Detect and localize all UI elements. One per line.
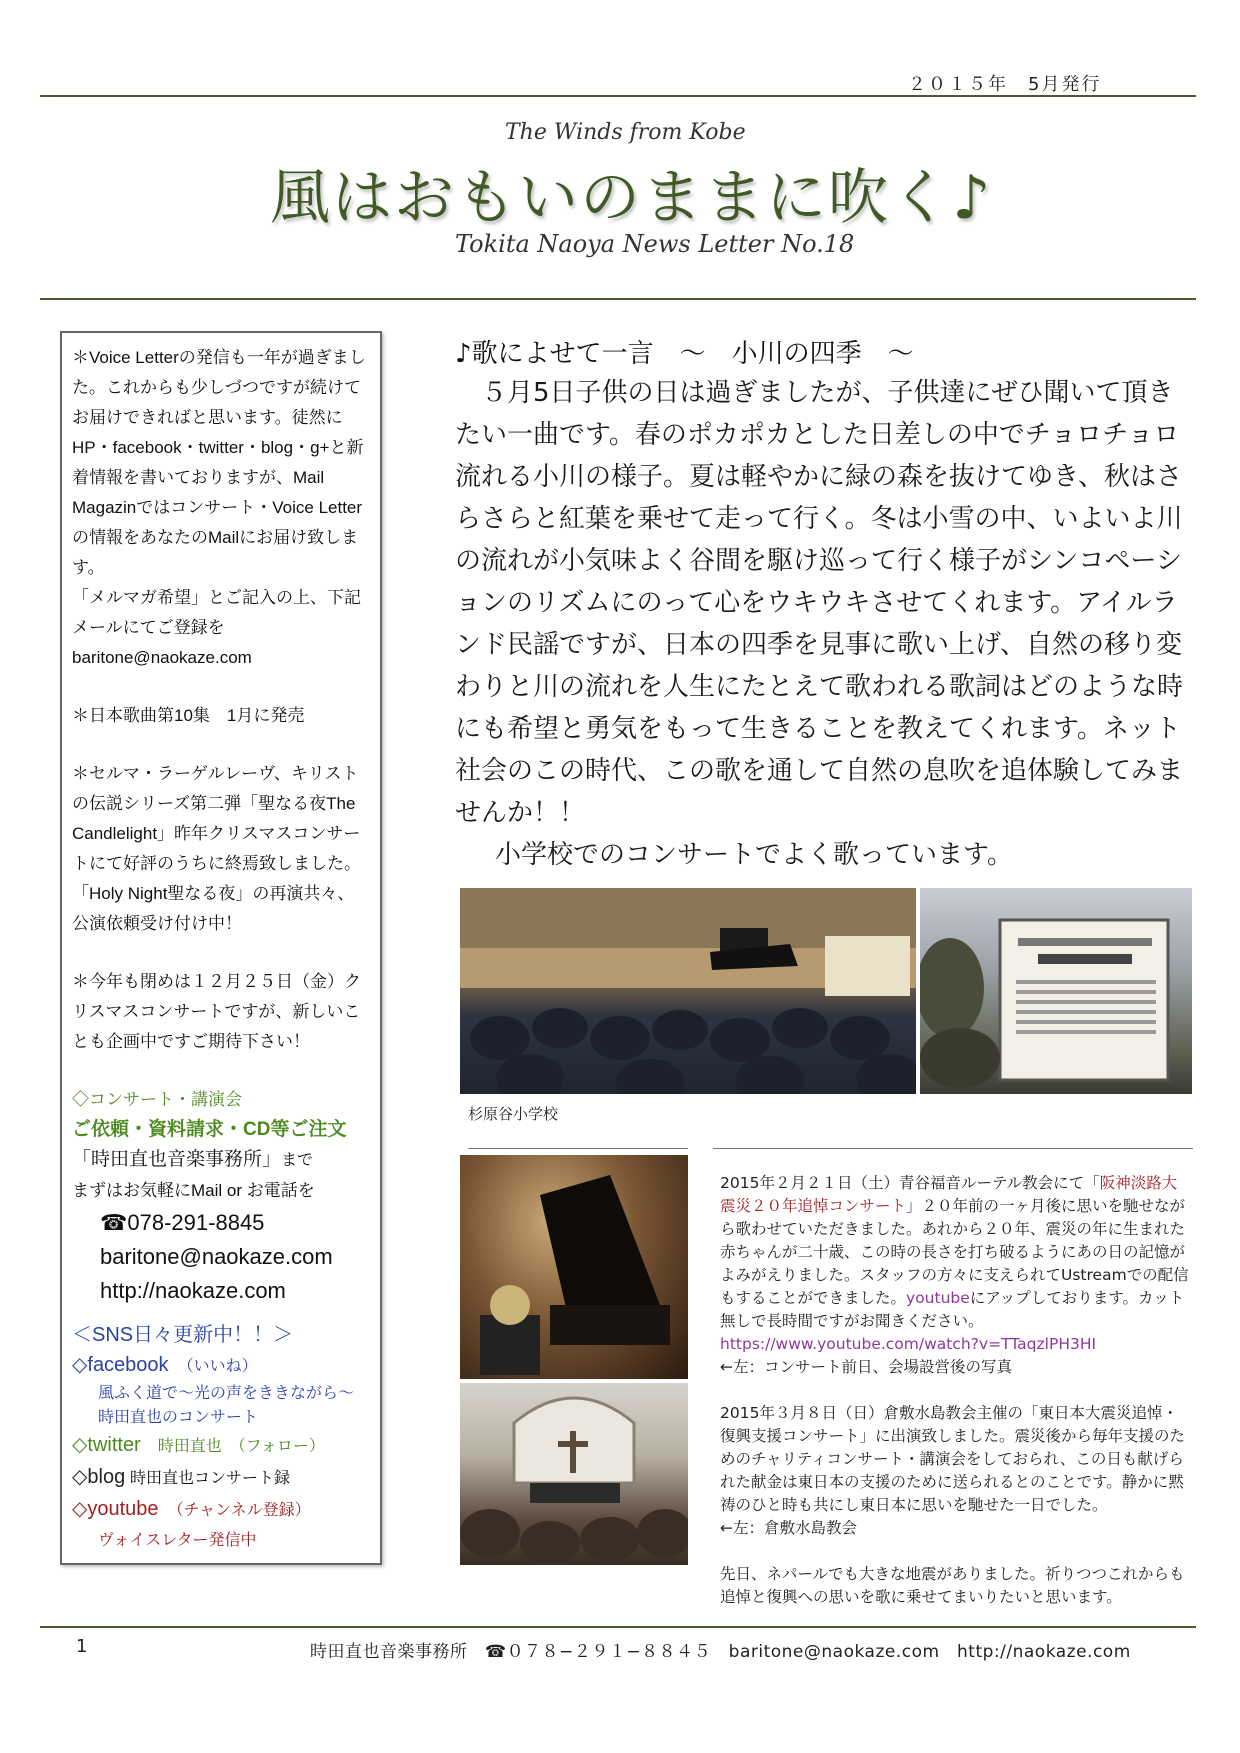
youtube-sub: ヴォイスレター発信中 xyxy=(98,1532,257,1549)
school-sign-photo xyxy=(920,888,1192,1094)
issue-date: ２０１５年 5月発行 xyxy=(908,74,1102,95)
mailmag-instruction: 「メルマガ希望」とご記入の上、下記メールにてご登録を xyxy=(72,588,361,637)
photo-caption-school: 杉原谷小学校 xyxy=(468,1105,559,1123)
twitter-link[interactable]: ◇twitter xyxy=(72,1434,141,1456)
contact-intro: まずはお気軽にMail or お電話を xyxy=(72,1181,315,1200)
report-youtube-word[interactable]: youtube xyxy=(906,1289,970,1307)
sns-section-title: ＜SNS日々更新中！！＞ xyxy=(72,1324,294,1346)
report-kurashiki: 2015年３月８日（日）倉敷水島教会主催の「東日本大震災追悼・復興支援コンサート」に出演致しました。震災後から毎年支援のためのチャリティコンサート・講演会をしておられ、この日も献げられた献金は東日本の支援のために送られるとのことです。静かに黙祷のひと時も共にし東日本に思いを馳せた一日でした。 xyxy=(720,1404,1186,1514)
photo-divider-left xyxy=(468,1148,688,1149)
blog-link[interactable]: ◇blog xyxy=(72,1466,126,1488)
school-sign-illustration xyxy=(920,888,1192,1094)
twitter-note: 時田直也 （フォロー） xyxy=(157,1438,325,1455)
header-top-rule xyxy=(40,95,1196,97)
request-order-label: ご依頼・資料請求・CD等ご注文 xyxy=(72,1119,347,1140)
report-hanshin-body-2: にアップしております。カット無しで長時間ですがお聞きください。 xyxy=(720,1289,1185,1330)
album-release-notice: ＊日本歌曲第10集 1月に発売 xyxy=(72,706,305,725)
newsletter-subtitle: Tokita Naoya News Letter No.18 xyxy=(455,230,855,258)
footer-contact: 時田直也音楽事務所 ☎０７８−２９１−８８４５ baritone@naokaze.com http://naokaze.com xyxy=(310,1642,1131,1662)
left-info-box xyxy=(60,331,382,1565)
header-bottom-rule xyxy=(40,298,1196,300)
office-suffix: まで xyxy=(281,1152,314,1169)
office-name: 「時田直也音楽事務所」 xyxy=(72,1149,282,1170)
contact-email[interactable]: baritone@naokaze.com xyxy=(100,1244,333,1269)
school-concert-photo xyxy=(460,888,916,1094)
report-hanshin-lead: 2015年２月２１日（土）青谷福音ルーテル教会にて「 xyxy=(720,1174,1100,1192)
report-hanshin xyxy=(720,1172,1192,1356)
church-illustration xyxy=(460,1383,688,1565)
report-kurashiki-photo-note: ←左：倉敷水島教会 xyxy=(720,1519,857,1537)
article-body xyxy=(455,372,1195,876)
article-paragraph: ５月5日子供の日は過ぎましたが、子供達にぜひ聞いて頂きたい一曲です。春のポカポカとした日差しの中でチョロチョロ流れる小川の様子。夏は軽やかに緑の森を抜けてゆき、秋はさらさらと紅葉を乗せて走って行く。冬は小雪の中、いよいよ川の流れが小気味よく谷間を駆け巡って行く様子がシンコペーションのリズムにのって心をウキウキさせてくれます。アイルランド民謡ですが、日本の四季を見事に歌い上げ、自然の移り変わりと川の流れを人生にたとえて歌われる歌詞はどのような時にも希望と勇気をもって生きることを教えてくれます。ネット社会のこの時代、この歌を通して自然の息吹を追体験してみませんか！！ xyxy=(455,378,1184,828)
blog-note: 時田直也コンサート録 xyxy=(129,1470,290,1487)
youtube-link[interactable]: ◇youtube xyxy=(72,1498,159,1520)
church-concert-photo xyxy=(460,1383,688,1565)
youtube-note: （チャンネル登録） xyxy=(175,1502,311,1519)
youtube-video-link[interactable]: https://www.youtube.com/watch?v=TTaqzlPH3HI xyxy=(720,1335,1097,1353)
article-title: ♪歌によせて一言 〜 小川の四季 〜 xyxy=(455,339,914,369)
piano-illustration xyxy=(460,1155,688,1379)
photo-divider-right xyxy=(713,1148,1193,1149)
report-hanshin-photo-note: ←左：コンサート前日、会場設営後の写真 xyxy=(720,1358,1012,1376)
facebook-link[interactable]: ◇facebook xyxy=(72,1354,169,1376)
header-winds-script: The Winds from Kobe xyxy=(505,120,746,145)
contact-url[interactable]: http://naokaze.com xyxy=(100,1278,286,1303)
concert-lecture-label: ◇コンサート・講演会 xyxy=(72,1090,242,1109)
concert-reports xyxy=(720,1172,1192,1609)
christmas-concert-notice: ＊今年も閉めは１２月２５日（金）クリスマスコンサートですが、新しいことも企画中ですご期待下さい！ xyxy=(72,972,361,1051)
mailmag-email[interactable]: baritone@naokaze.com xyxy=(72,648,252,667)
article-closing: 小学校でのコンサートでよく歌っています。 xyxy=(495,840,1013,870)
facebook-note: （いいね） xyxy=(185,1358,258,1375)
piano-stage-photo xyxy=(460,1155,688,1379)
footer-rule xyxy=(40,1626,1196,1628)
page-number: 1 xyxy=(76,1636,88,1657)
candlelight-notice: ＊セルマ・ラーゲルレーヴ、キリストの伝説シリーズ第二弾「聖なる夜The Candlelight」昨年クリスマスコンサートにて好評のうちに終焉致しました。「Holy Night聖なる夜」の再演共々、公演依頼受け付け中！ xyxy=(72,764,361,933)
report-hanshin-concert: 阪神淡路大震災２０年追悼コンサート xyxy=(720,1174,1178,1215)
facebook-page-name-2: 時田直也のコンサート xyxy=(98,1409,259,1426)
newsletter-title: 風はおもいのままに吹く♪ xyxy=(270,163,993,233)
contact-phone[interactable]: ☎078-291-8845 xyxy=(100,1210,265,1235)
school-concert-illustration xyxy=(460,888,916,1094)
voice-letter-notice: ＊Voice Letterの発信も一年が過ぎました。これからも少しづつですが続けてお届けできればと思います。徒然にHP・facebook・twitter・blog・g+と新着情報を書いておりますが、Mail Magazinではコンサート・Voice Letterの情報をあなたのMailにお届け致します。 xyxy=(72,348,366,577)
facebook-page-name: 風ふく道で〜光の声をききながら〜 xyxy=(98,1385,355,1402)
report-hanshin-body: 」２０年前の一ヶ月後に思いを馳せながら歌わせていただきました。あれから２０年、震災の年に生まれた赤ちゃんが二十歳、この時の長さを打ち破るようにあの日の記憶がよみがえりました。スタッフの方々に支えられてUstreamでの配信もすることができました。 xyxy=(720,1197,1189,1307)
report-nepal: 先日、ネパールでも大きな地震がありました。祈りつつこれからも追悼と復興への思いを歌に乗せてまいりたいと思います。 xyxy=(720,1565,1185,1606)
